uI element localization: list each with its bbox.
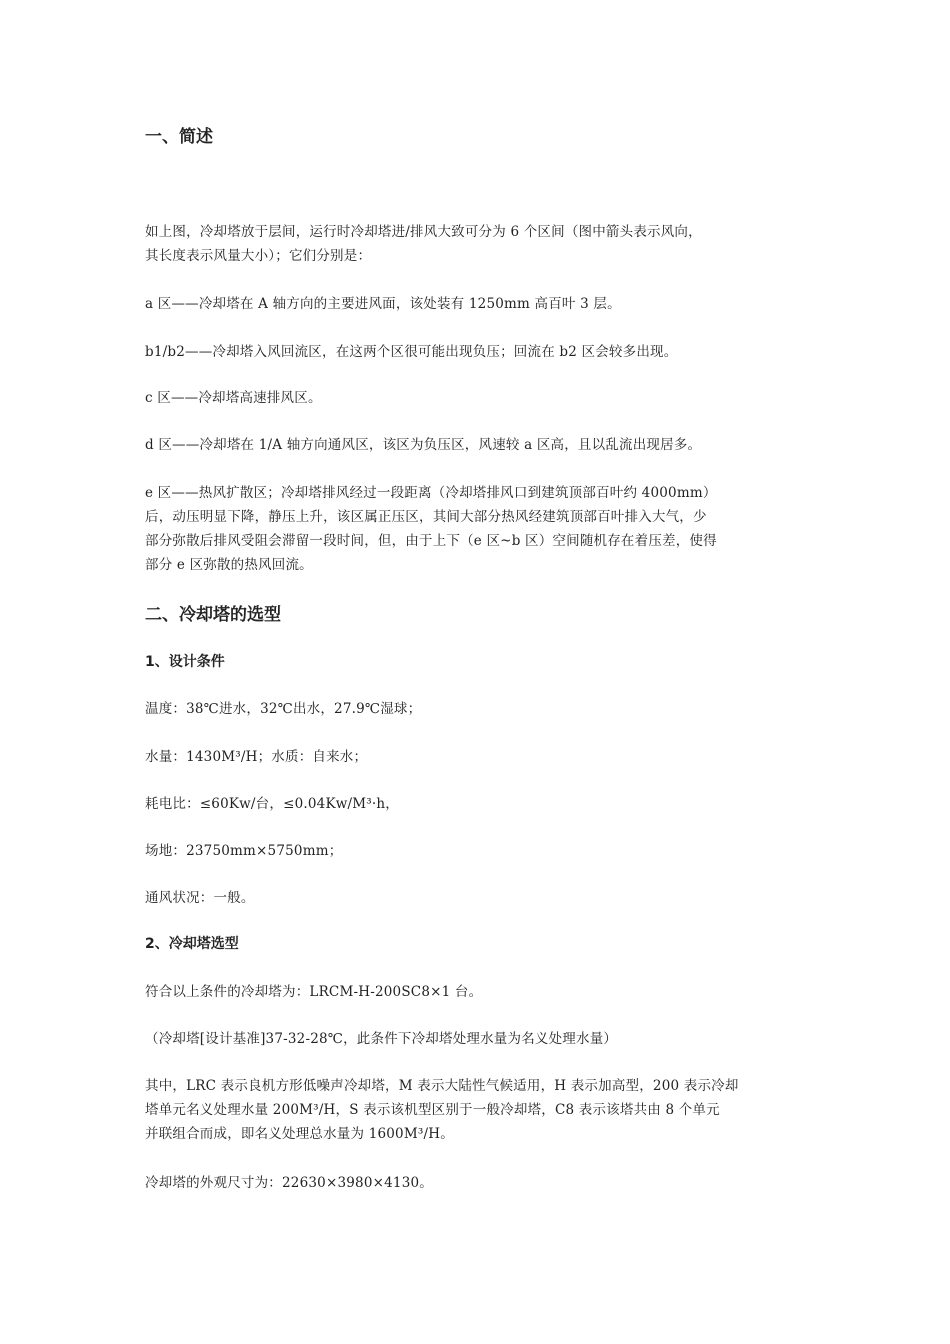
dimensions-line bbox=[145, 1171, 813, 1195]
section-1-title: 一、简述 bbox=[145, 127, 213, 147]
explain-line-1: 其中，LRC 表示良机方形低噪声冷却塔，M 表示大陆性气候适用，H 表示加高型，200 表示冷却 bbox=[145, 1078, 739, 1094]
water-line bbox=[145, 745, 813, 769]
zone-c-paragraph bbox=[145, 386, 813, 410]
power-text: 耗电比：≤60Kw/台，≤0.04Kw/M³·h， bbox=[145, 796, 399, 812]
selection-result-line bbox=[145, 980, 813, 1004]
zone-b-text: b1/b2——冷却塔入风回流区，在这两个区很可能出现负压；回流在 b2 区会较多出现。 bbox=[145, 344, 678, 360]
zone-c-text: c 区——冷却塔高速排风区。 bbox=[145, 390, 322, 406]
temperature-text: 温度：38℃进水，32℃出水，27.9℃湿球； bbox=[145, 701, 422, 717]
intro-paragraph bbox=[145, 220, 813, 268]
intro-line-2: 其长度表示风量大小）；它们分别是： bbox=[145, 248, 372, 264]
explain-line-2: 塔单元名义处理水量 200M³/H，S 表示该机型区别于一般冷却塔，C8 表示该塔共由 8 个单元 bbox=[145, 1102, 720, 1118]
zone-e-paragraph bbox=[145, 481, 813, 577]
tower-selection-title: 2、冷却塔选型 bbox=[145, 936, 239, 952]
dimensions-text: 冷却塔的外观尺寸为：22630×3980×4130。 bbox=[145, 1175, 433, 1191]
model-explanation-paragraph bbox=[145, 1074, 813, 1146]
zone-e-line-2: 后，动压明显下降，静压上升，该区属正压区，其间大部分热风经建筑顶部百叶排入大气，少 bbox=[145, 509, 707, 525]
zone-e-line-3: 部分弥散后排风受阻会滞留一段时间，但，由于上下（e 区~b 区）空间随机存在着压差，使得 bbox=[145, 533, 717, 549]
zone-a-paragraph bbox=[145, 292, 813, 316]
water-text: 水量：1430M³/H；水质：自来水； bbox=[145, 749, 368, 765]
intro-line-1: 如上图，冷却塔放于层间，运行时冷却塔进/排风大致可分为 6 个区间（图中箭头表示风向， bbox=[145, 224, 702, 240]
zone-e-line-4: 部分 e 区弥散的热风回流。 bbox=[145, 557, 313, 573]
zone-d-text: d 区——冷却塔在 1/A 轴方向通风区，该区为负压区，风速较 a 区高，且以乱流出现居多。 bbox=[145, 437, 702, 453]
selection-result-text: 符合以上条件的冷却塔为：LRCM-H-200SC8×1 台。 bbox=[145, 984, 483, 1000]
section-2-title: 二、冷却塔的选型 bbox=[145, 605, 281, 625]
site-text: 场地：23750mm×5750mm； bbox=[145, 843, 343, 859]
zone-b-paragraph bbox=[145, 340, 813, 364]
design-basis-text: （冷却塔[设计基准]37-32-28℃，此条件下冷却塔处理水量为名义处理水量） bbox=[145, 1031, 618, 1047]
site-line bbox=[145, 839, 813, 863]
temperature-line bbox=[145, 697, 813, 721]
zone-a-text: a 区——冷却塔在 A 轴方向的主要进风面，该处装有 1250mm 高百叶 3 层。 bbox=[145, 296, 621, 312]
ventilation-text: 通风状况：一般。 bbox=[145, 890, 255, 906]
explain-line-3: 并联组合而成，即名义处理总水量为 1600M³/H。 bbox=[145, 1126, 454, 1142]
design-conditions-title: 1、设计条件 bbox=[145, 654, 225, 670]
zone-e-line-1: e 区——热风扩散区；冷却塔排风经过一段距离（冷却塔排风口到建筑顶部百叶约 4000mm） bbox=[145, 485, 717, 501]
zone-d-paragraph bbox=[145, 433, 813, 457]
design-basis-note bbox=[145, 1027, 813, 1051]
ventilation-line bbox=[145, 886, 813, 910]
power-line bbox=[145, 792, 813, 816]
